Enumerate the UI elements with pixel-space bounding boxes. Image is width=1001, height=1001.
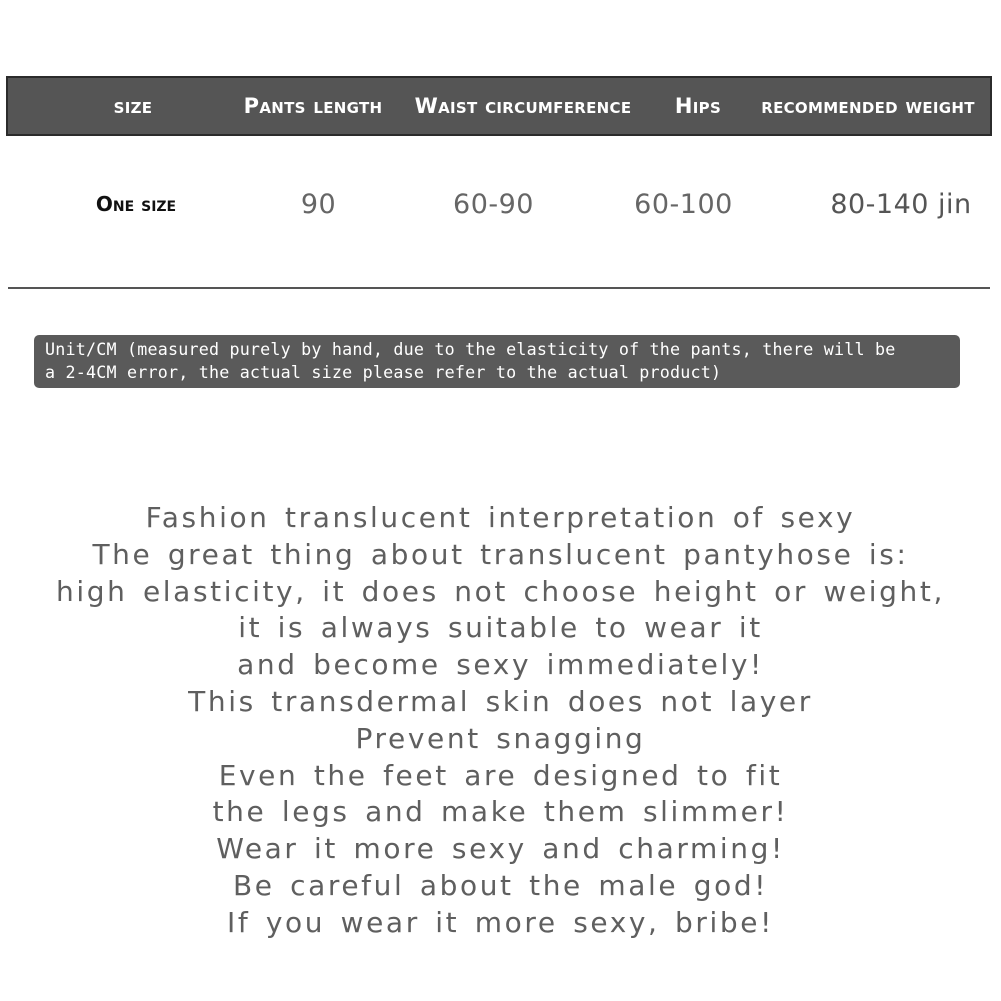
cell-pants-length: 90 <box>300 188 337 220</box>
promo-line: If you wear it more sexy, bribe! <box>227 905 774 939</box>
header-hips: Hips <box>674 94 722 118</box>
promo-line: Prevent snagging <box>355 721 646 755</box>
cell-recommended-weight: 80-140 jin <box>830 188 972 220</box>
measurement-note: Unit/CM (measured purely by hand, due to the elasticity of the pants, there will be a 2-4CM error, the actual size please refer to the actual product) <box>34 335 960 388</box>
cell-size: One size <box>95 192 177 216</box>
promo-line: Be careful about the male god! <box>232 868 769 902</box>
promo-line: Even the feet are designed to fit <box>218 758 783 792</box>
header-size: size <box>113 94 153 118</box>
table-row <box>6 176 992 232</box>
table-divider <box>8 287 990 289</box>
cell-waist-circumference: 60-90 <box>453 188 534 220</box>
header-recommended-weight: recommended weight <box>761 94 975 118</box>
header-waist-circumference: Waist circumference <box>414 94 632 118</box>
promo-line: the legs and make them slimmer! <box>212 795 789 829</box>
promo-line: The great thing about translucent pantyhose is: <box>92 537 909 571</box>
promo-line: and become sexy immediately! <box>237 648 764 682</box>
promo-line: Wear it more sexy and charming! <box>216 832 785 866</box>
size-table-header <box>6 76 992 136</box>
promo-line: it is always suitable to wear it <box>238 611 763 645</box>
cell-hips: 60-100 <box>634 188 733 220</box>
promo-text <box>0 500 1001 942</box>
promo-line: high elasticity, it does not choose height or weight, <box>56 574 945 608</box>
promo-line: This transdermal skin does not layer <box>188 684 813 718</box>
promo-line: Fashion translucent interpretation of sexy <box>145 501 856 534</box>
header-pants-length: Pants length <box>243 94 383 118</box>
